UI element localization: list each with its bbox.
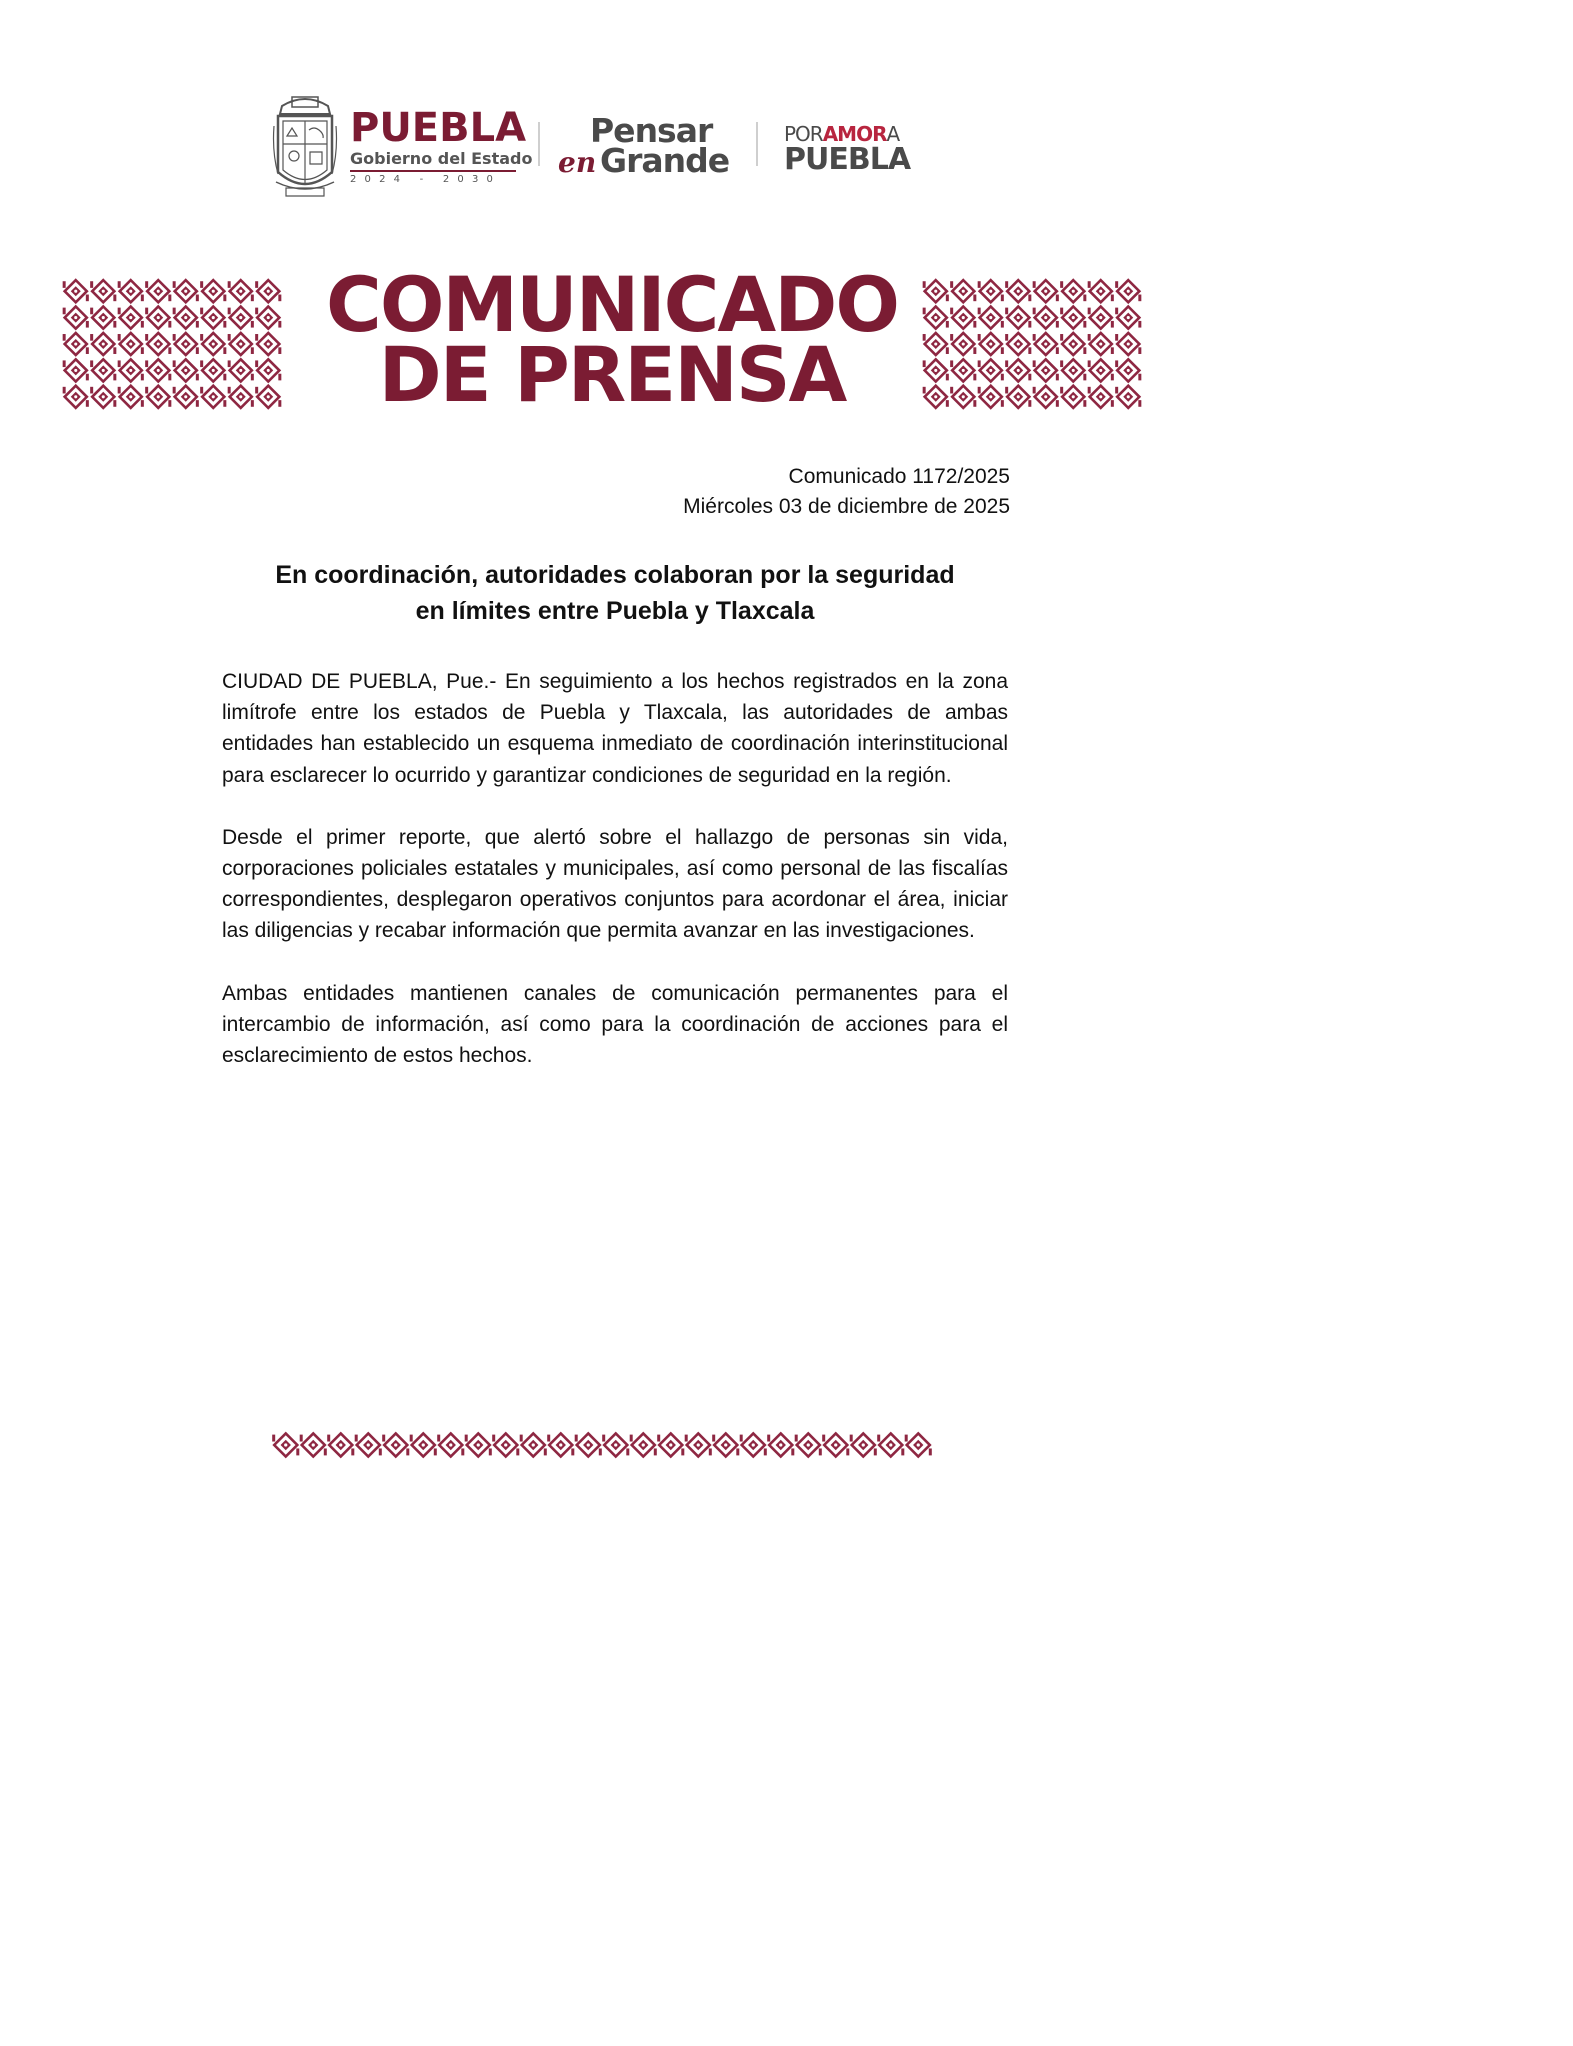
pattern-tile [1005, 386, 1031, 408]
pattern-tile [63, 333, 89, 355]
logo-underline [350, 170, 516, 172]
pattern-tile [90, 386, 116, 408]
pattern-tile [1005, 280, 1031, 302]
period-text: 2024 - 2030 [350, 174, 502, 185]
talavera-pattern-right [922, 278, 1142, 410]
pattern-tile [63, 359, 89, 381]
pattern-tile [575, 1433, 602, 1456]
pattern-tile [145, 333, 171, 355]
puebla-slogan-text: PUEBLA [784, 142, 911, 177]
pattern-tile [795, 1433, 822, 1456]
pattern-tile [173, 359, 199, 381]
pattern-tile [228, 280, 254, 302]
pattern-tile [118, 333, 144, 355]
headline [222, 557, 1008, 629]
pattern-tile [255, 359, 281, 381]
pattern-tile [1033, 307, 1059, 329]
pensar-text: Pensar [590, 111, 713, 150]
pattern-tile [1115, 359, 1141, 381]
pattern-tile [90, 359, 116, 381]
pattern-tile [1060, 307, 1086, 329]
pattern-tile [1115, 307, 1141, 329]
pattern-tile [118, 386, 144, 408]
headline-line-2: en límites entre Puebla y Tlaxcala [415, 597, 815, 625]
pattern-tile [327, 1433, 354, 1456]
pattern-tile [1060, 280, 1086, 302]
headline-line-1: En coordinación, autoridades colaboran por la seguridad [275, 561, 955, 589]
press-release-title [300, 260, 924, 419]
release-meta [683, 462, 1010, 522]
pattern-tile [118, 280, 144, 302]
pattern-tile [1033, 359, 1059, 381]
puebla-logo-text: PUEBLA [350, 105, 527, 151]
pattern-tile [255, 386, 281, 408]
pattern-tile [950, 307, 976, 329]
pattern-tile [978, 359, 1004, 381]
pattern-tile [300, 1433, 327, 1456]
pattern-tile [978, 333, 1004, 355]
pattern-tile [1005, 307, 1031, 329]
pattern-tile [850, 1433, 877, 1456]
pattern-tile [905, 1433, 932, 1456]
pattern-tile [1115, 333, 1141, 355]
pattern-tile [173, 280, 199, 302]
pattern-tile [145, 359, 171, 381]
gobierno-text: Gobierno del Estado [350, 149, 533, 168]
en-text: en [558, 146, 597, 179]
grande-text: Grande [600, 141, 730, 180]
pattern-tile [602, 1433, 629, 1456]
paragraph-3: Ambas entidades mantienen canales de comunicación permanentes para el intercambio de información, así como para la coordinación de acciones para el esclarecimiento de estos hechos. [222, 981, 1008, 1068]
pattern-tile [145, 307, 171, 329]
pattern-tile [118, 307, 144, 329]
pattern-tile [950, 386, 976, 408]
pattern-tile [145, 280, 171, 302]
puebla-government-logo [350, 105, 533, 188]
pattern-tile [255, 280, 281, 302]
header-logos [272, 92, 952, 202]
pattern-tile [978, 280, 1004, 302]
pattern-tile [145, 386, 171, 408]
paragraph-2: Desde el primer reporte, que alertó sobre el hallazgo de personas sin vida, corporaciones policiales estatales y municipales, así como personal de las fiscalías correspondientes, desplegaron operativos conjuntos para acordonar el área, iniciar las diligencias y recabar información que permita avanzar en las investigaciones. [222, 825, 1008, 943]
pattern-tile [685, 1433, 712, 1456]
pattern-tile [767, 1433, 794, 1456]
pattern-tile [200, 333, 226, 355]
pattern-tile [1005, 333, 1031, 355]
pattern-tile [465, 1433, 492, 1456]
pattern-tile [1033, 280, 1059, 302]
pattern-tile [200, 359, 226, 381]
pattern-tile [950, 333, 976, 355]
amor-text: AMOR [822, 122, 887, 146]
talavera-pattern-bottom [272, 1420, 932, 1470]
pattern-tile [1060, 333, 1086, 355]
release-date: Miércoles 03 de diciembre de 2025 [683, 495, 1010, 518]
pattern-tile [740, 1433, 767, 1456]
logo-divider [538, 122, 540, 166]
logo-divider [756, 122, 758, 166]
pattern-tile [978, 307, 1004, 329]
pattern-tile [63, 386, 89, 408]
talavera-pattern-left [62, 278, 282, 410]
pattern-tile [272, 1433, 299, 1456]
pattern-tile [492, 1433, 519, 1456]
pattern-tile [200, 386, 226, 408]
pattern-tile [228, 386, 254, 408]
body-text [222, 666, 1008, 1102]
pattern-tile [923, 359, 949, 381]
pattern-tile [255, 307, 281, 329]
pattern-tile [228, 333, 254, 355]
pattern-tile [630, 1433, 657, 1456]
pattern-tile [520, 1433, 547, 1456]
pattern-tile [437, 1433, 464, 1456]
pattern-tile [1033, 333, 1059, 355]
pattern-tile [1088, 333, 1114, 355]
pattern-tile [1088, 386, 1114, 408]
pattern-tile [923, 386, 949, 408]
pattern-tile [923, 280, 949, 302]
pattern-tile [923, 333, 949, 355]
pattern-tile [118, 359, 144, 381]
pattern-tile [1115, 280, 1141, 302]
pattern-tile [1060, 359, 1086, 381]
pattern-tile [1033, 386, 1059, 408]
pattern-tile [228, 359, 254, 381]
pattern-tile [200, 280, 226, 302]
pensar-en-grande-logo [556, 111, 736, 184]
pattern-tile [173, 307, 199, 329]
pattern-tile [90, 307, 116, 329]
pattern-tile [657, 1433, 684, 1456]
por-amor-a-puebla-logo [784, 122, 944, 182]
pattern-tile [978, 386, 1004, 408]
pattern-tile [877, 1433, 904, 1456]
pattern-tile [355, 1433, 382, 1456]
pattern-tile [410, 1433, 437, 1456]
title-line-2: DE PRENSA [378, 330, 846, 419]
pattern-tile [1060, 386, 1086, 408]
pattern-tile [63, 307, 89, 329]
pattern-tile [200, 307, 226, 329]
pattern-tile [1088, 359, 1114, 381]
title-line-1: COMUNICADO [326, 260, 898, 349]
por-text: POR [784, 122, 823, 146]
coat-of-arms-icon [272, 92, 338, 200]
release-number: Comunicado 1172/2025 [788, 465, 1010, 488]
pattern-tile [255, 333, 281, 355]
pattern-tile [173, 386, 199, 408]
pattern-tile [712, 1433, 739, 1456]
pattern-tile [923, 307, 949, 329]
pattern-tile [1088, 280, 1114, 302]
pattern-tile [63, 280, 89, 302]
paragraph-1: CIUDAD DE PUEBLA, Pue.- En seguimiento a los hechos registrados en la zona limítrofe entre los estados de Puebla y Tlaxcala, las autoridades de ambas entidades han establecido un esquema inmediato de coordinación interinstitucional para esclarecer lo ocurrido y garantizar condiciones de seguridad en la región. [222, 670, 1008, 787]
pattern-tile [173, 333, 199, 355]
pattern-tile [950, 280, 976, 302]
pattern-tile [547, 1433, 574, 1456]
pattern-tile [950, 359, 976, 381]
pattern-tile [1115, 386, 1141, 408]
pattern-tile [382, 1433, 409, 1456]
pattern-tile [228, 307, 254, 329]
pattern-tile [1088, 307, 1114, 329]
pattern-tile [90, 333, 116, 355]
a-text: A [886, 122, 901, 146]
pattern-tile [90, 280, 116, 302]
pattern-tile [1005, 359, 1031, 381]
pattern-tile [822, 1433, 849, 1456]
